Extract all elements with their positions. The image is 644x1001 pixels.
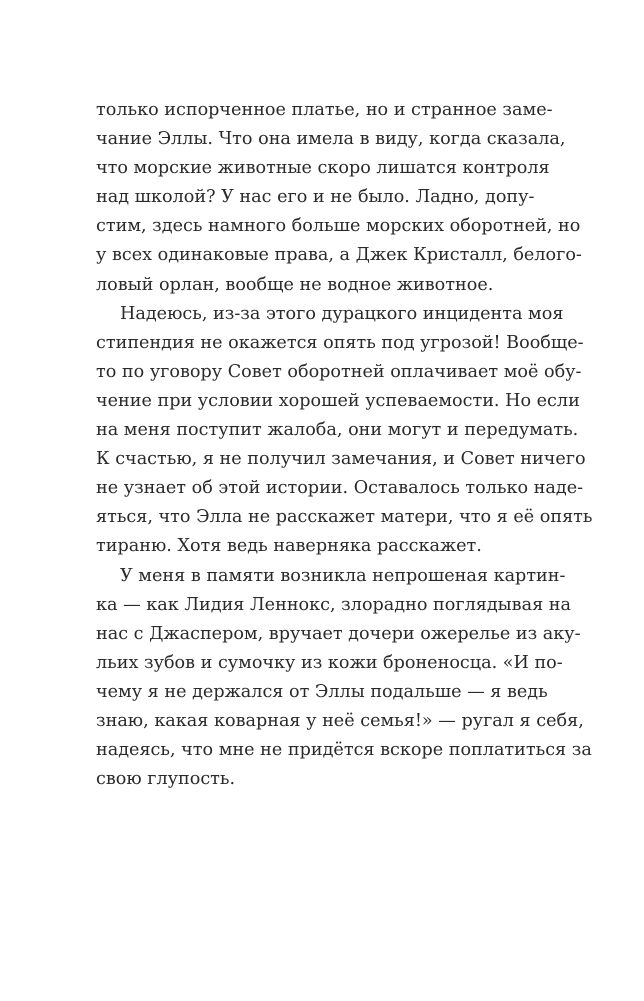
paragraph xyxy=(96,562,592,795)
text-line: что морские животные скоро лишатся контроля xyxy=(96,158,550,179)
text-line: ловый орлан, вообще не водное животное. xyxy=(96,274,494,295)
text-line: знаю, какая коварная у неё семья!» — ругал я себя, xyxy=(96,710,584,731)
text-line: стим, здесь намного больше морских оборотней, но xyxy=(96,216,581,237)
text-line: ка — как Лидия Леннокс, злорадно поглядывая на xyxy=(96,594,571,615)
text-line: льих зубов и сумочку из кожи броненосца. «И по- xyxy=(96,652,563,673)
paragraph xyxy=(96,96,582,300)
text-line: чему я не держался от Эллы подальше — я ведь xyxy=(96,681,548,702)
text-line: не узнает об этой истории. Оставалось только наде- xyxy=(96,478,584,499)
text-line: надеясь, что мне не придётся вскоре поплатиться за xyxy=(96,740,592,761)
text-line: тираню. Хотя ведь наверняка расскажет. xyxy=(96,536,482,557)
text-line: то по уговору Совет оборотней оплачивает моё обу- xyxy=(96,361,582,382)
text-line: свою глупость. xyxy=(96,769,236,790)
text-line: стипендия не окажется опять под угрозой! Вообще- xyxy=(96,332,584,353)
text-line: над школой? У нас его и не было. Ладно, допу- xyxy=(96,187,535,208)
text-line: чение при условии хорошей успеваемости. Но если xyxy=(96,390,580,411)
text-line: У меня в памяти возникла непрошеная картин- xyxy=(120,565,566,586)
text-line: только испорченное платье, но и странное заме- xyxy=(96,100,553,120)
text-line: Надеюсь, из-за этого дурацкого инцидента моя xyxy=(120,303,564,324)
book-page xyxy=(96,96,593,794)
text-line: нас с Джаспером, вручает дочери ожерелье из аку- xyxy=(96,623,581,644)
text-line: яться, что Элла не расскажет матери, что я её опять xyxy=(96,507,593,528)
text-line: у всех одинаковые права, а Джек Кристалл, белого- xyxy=(96,245,582,266)
text-line: чание Эллы. Что она имела в виду, когда сказала, xyxy=(96,129,566,150)
text-line: на меня поступит жалоба, они могут и передумать. xyxy=(96,420,579,441)
text-line: К счастью, я не получил замечания, и Совет ничего xyxy=(96,449,586,470)
paragraph xyxy=(96,300,593,562)
